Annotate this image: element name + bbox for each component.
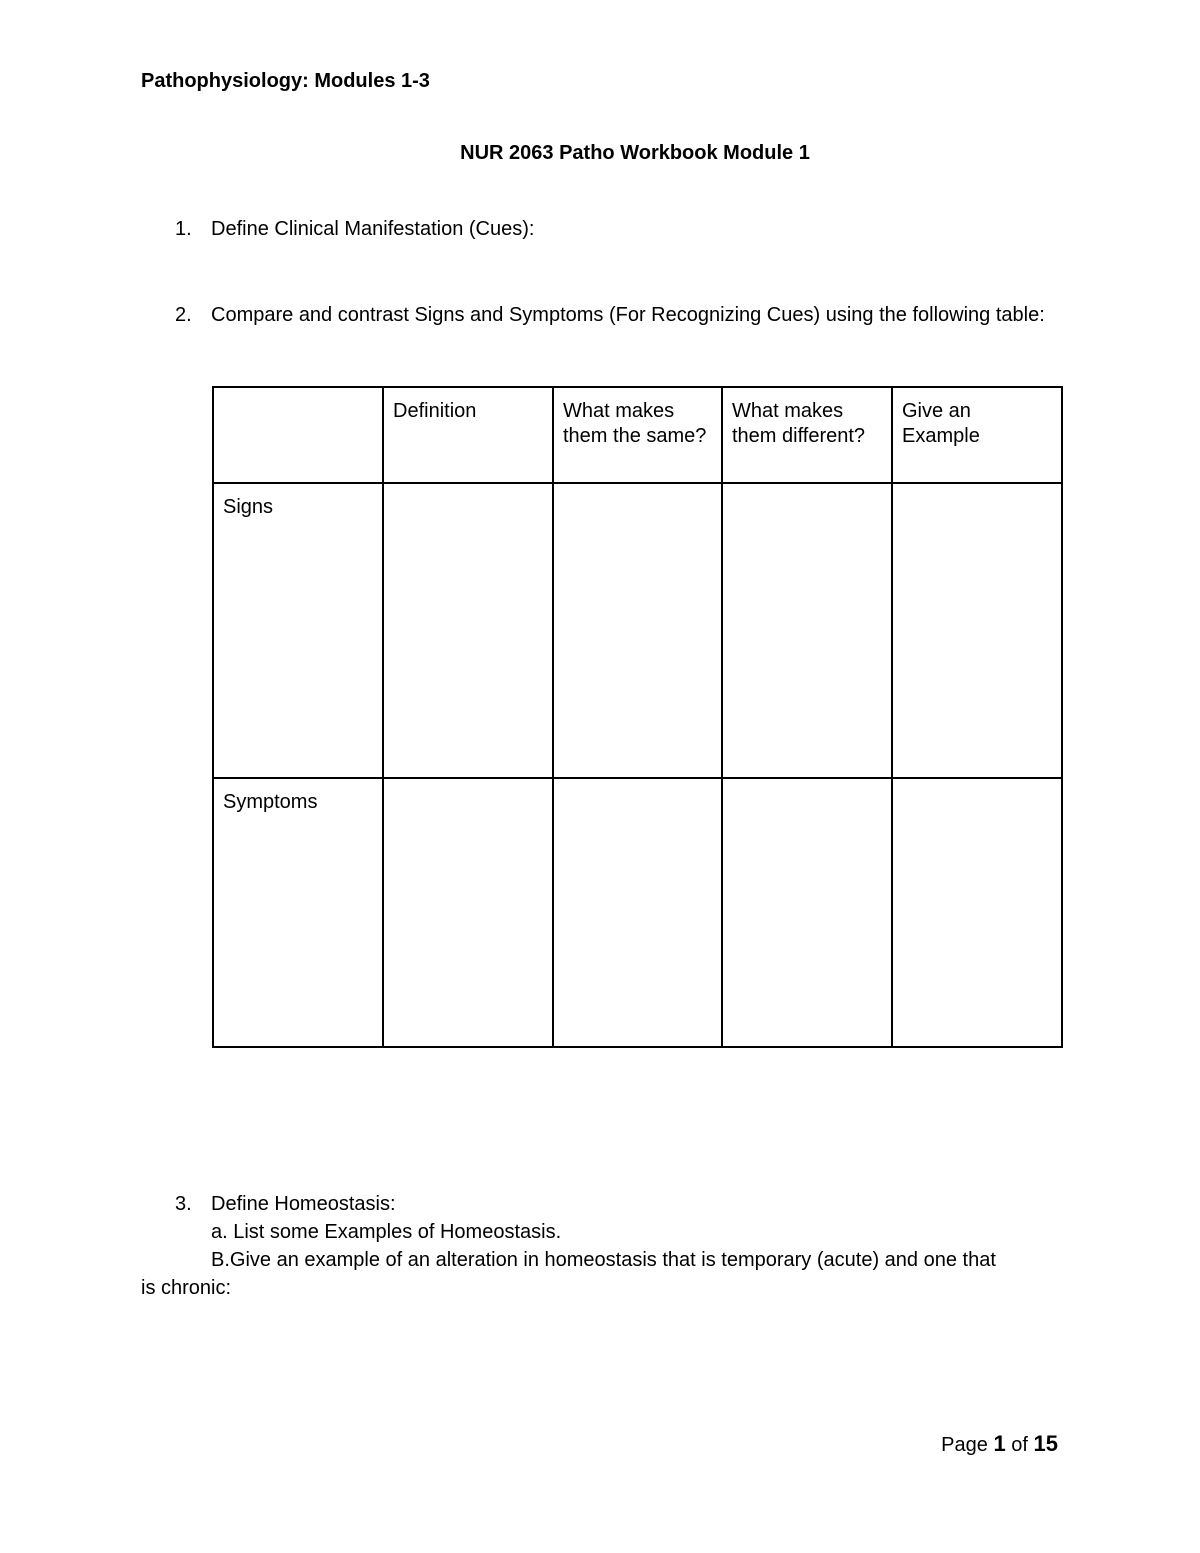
answer-cell[interactable] [383, 483, 553, 778]
row-label: Signs [213, 483, 383, 778]
answer-cell[interactable] [553, 483, 722, 778]
table-header-cell: What makes them different? [722, 387, 892, 483]
table-row [213, 483, 1062, 778]
question-3-text: Define Homeostasis: [211, 1193, 396, 1215]
question-3-sub-b-line1: B.Give an example of an alteration in homeostasis that is temporary (acute) and one that [211, 1249, 996, 1271]
table-header-row [213, 387, 1062, 483]
page-number: 1 [993, 1431, 1006, 1456]
answer-cell[interactable] [722, 483, 892, 778]
answer-cell[interactable] [383, 778, 553, 1047]
table-header-cell: Definition [383, 387, 553, 483]
question-2-number: 2. [175, 304, 192, 326]
question-3-number: 3. [175, 1193, 192, 1215]
answer-cell[interactable] [553, 778, 722, 1047]
answer-cell[interactable] [722, 778, 892, 1047]
page-total: 15 [1033, 1431, 1058, 1456]
table-header-cell: Give an Example [892, 387, 1062, 483]
document-header: Pathophysiology: Modules 1-3 [141, 70, 430, 92]
signs-symptoms-table [212, 386, 1063, 1048]
answer-cell[interactable] [892, 778, 1062, 1047]
page-footer [941, 1431, 1058, 1457]
page-word: Page [941, 1434, 988, 1456]
table-header-cell [213, 387, 383, 483]
table-row [213, 778, 1062, 1047]
question-2-text: Compare and contrast Signs and Symptoms (For Recognizing Cues) using the following table: [211, 304, 1045, 326]
of-word: of [1011, 1434, 1028, 1456]
page-title: NUR 2063 Patho Workbook Module 1 [460, 142, 810, 164]
question-3-sub-b-line2: is chronic: [141, 1277, 232, 1299]
table-header-cell: What makes them the same? [553, 387, 722, 483]
answer-cell[interactable] [892, 483, 1062, 778]
question-3-sub-a: a. List some Examples of Homeostasis. [211, 1221, 562, 1243]
row-label: Symptoms [213, 778, 383, 1047]
question-1-number: 1. [175, 218, 192, 240]
question-1-text: Define Clinical Manifestation (Cues): [211, 218, 535, 240]
